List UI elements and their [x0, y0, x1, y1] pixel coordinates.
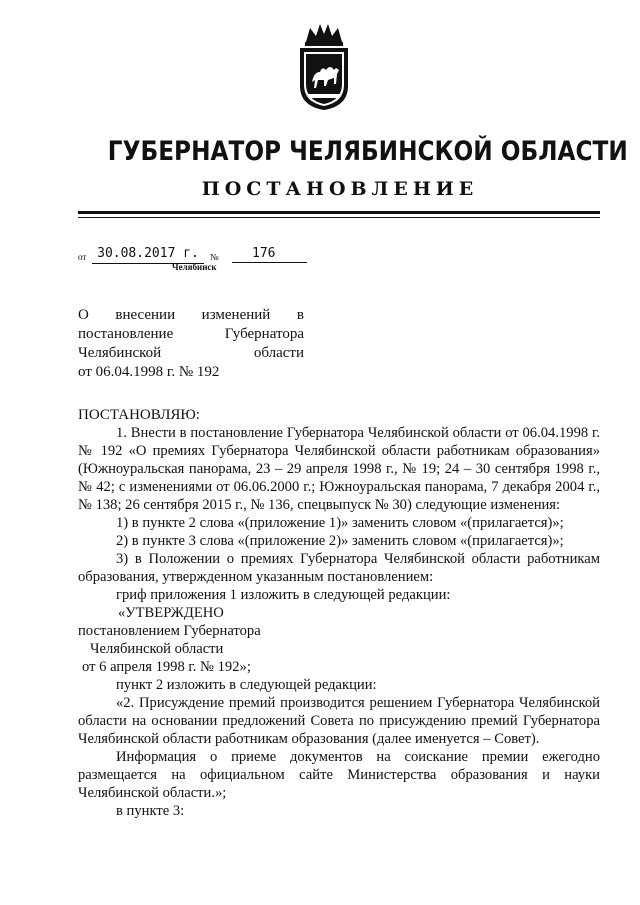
header-divider-thin: [78, 217, 600, 218]
grif-line: постановлением Губернатора: [78, 623, 261, 639]
paragraph-p2-text: «2. Присуждение премий производится решением Губернатора Челябинской области на основании предложений Совета по присуждению премий Губернатора Челябинской области работникам образования (далее именуется – Совет).: [78, 695, 600, 747]
grif-line: Челябинской области: [90, 641, 224, 657]
governor-title: ГУБЕРНАТОР ЧЕЛЯБИНСКОЙ ОБЛАСТИ: [107, 136, 628, 167]
subject-line: О внесении изменений в: [78, 307, 304, 323]
paragraph-grif-intro: гриф приложения 1 изложить в следующей редакции:: [116, 587, 451, 603]
chelyabinsk-coat-of-arms-icon: [292, 20, 356, 112]
document-body: [78, 406, 600, 820]
subject-line: от 06.04.1998 г. № 192: [78, 364, 220, 380]
document-city: Челябинск: [172, 262, 217, 272]
grif-line: от 6 апреля 1998 г. № 192»;: [82, 659, 251, 675]
decree-heading: ПОСТАНОВЛЯЮ:: [78, 407, 200, 423]
paragraph-sub-2: 2) в пункте 3 слова «(приложение 2)» заменить словом «(прилагается)»;: [116, 533, 564, 549]
grif-line: «УТВЕРЖДЕНО: [118, 605, 224, 621]
date-prefix: от: [78, 252, 87, 262]
document-number: 176: [232, 246, 307, 263]
paragraph-sub-3: 3) в Положении о премиях Губернатора Челябинской области работникам образования, утвержденном указанным постановлением:: [78, 551, 600, 585]
header-divider: [78, 211, 600, 214]
paragraph-p3-intro: в пункте 3:: [116, 803, 185, 819]
document-subject: [78, 306, 304, 382]
document-date: 30.08.2017 г.: [92, 246, 204, 264]
subject-line: Челябинской области: [78, 345, 304, 361]
paragraph-p2-intro: пункт 2 изложить в следующей редакции:: [116, 677, 377, 693]
paragraph-p2-info: Информация о приеме документов на соискание премии ежегодно размещается на официальном сайте Министерства образования и науки Челябинской области.»;: [78, 749, 600, 801]
paragraph-sub-1: 1) в пункте 2 слова «(приложение 1)» заменить словом «(прилагается)»;: [116, 515, 564, 531]
subject-line: постановление Губернатора: [78, 326, 304, 342]
document-type: ПОСТАНОВЛЕНИЕ: [201, 178, 479, 200]
paragraph-item-1: 1. Внести в постановление Губернатора Челябинской области от 06.04.1998 г. № 192 «О премиях Губернатора Челябинской области работникам образования» (Южноуральская панорама, 23 – 29 апреля 1998 г., № 19; 24 – 30 сентября 1998 г., № 42; с изменениями от 06.06.2000 г.; Южноуральская панорама, 7 декабря 2004 г., № 138; 26 сентября 2015 г., № 136, спецвыпуск № 30) следующие изменения:: [78, 425, 600, 513]
number-sign: №: [210, 252, 219, 262]
